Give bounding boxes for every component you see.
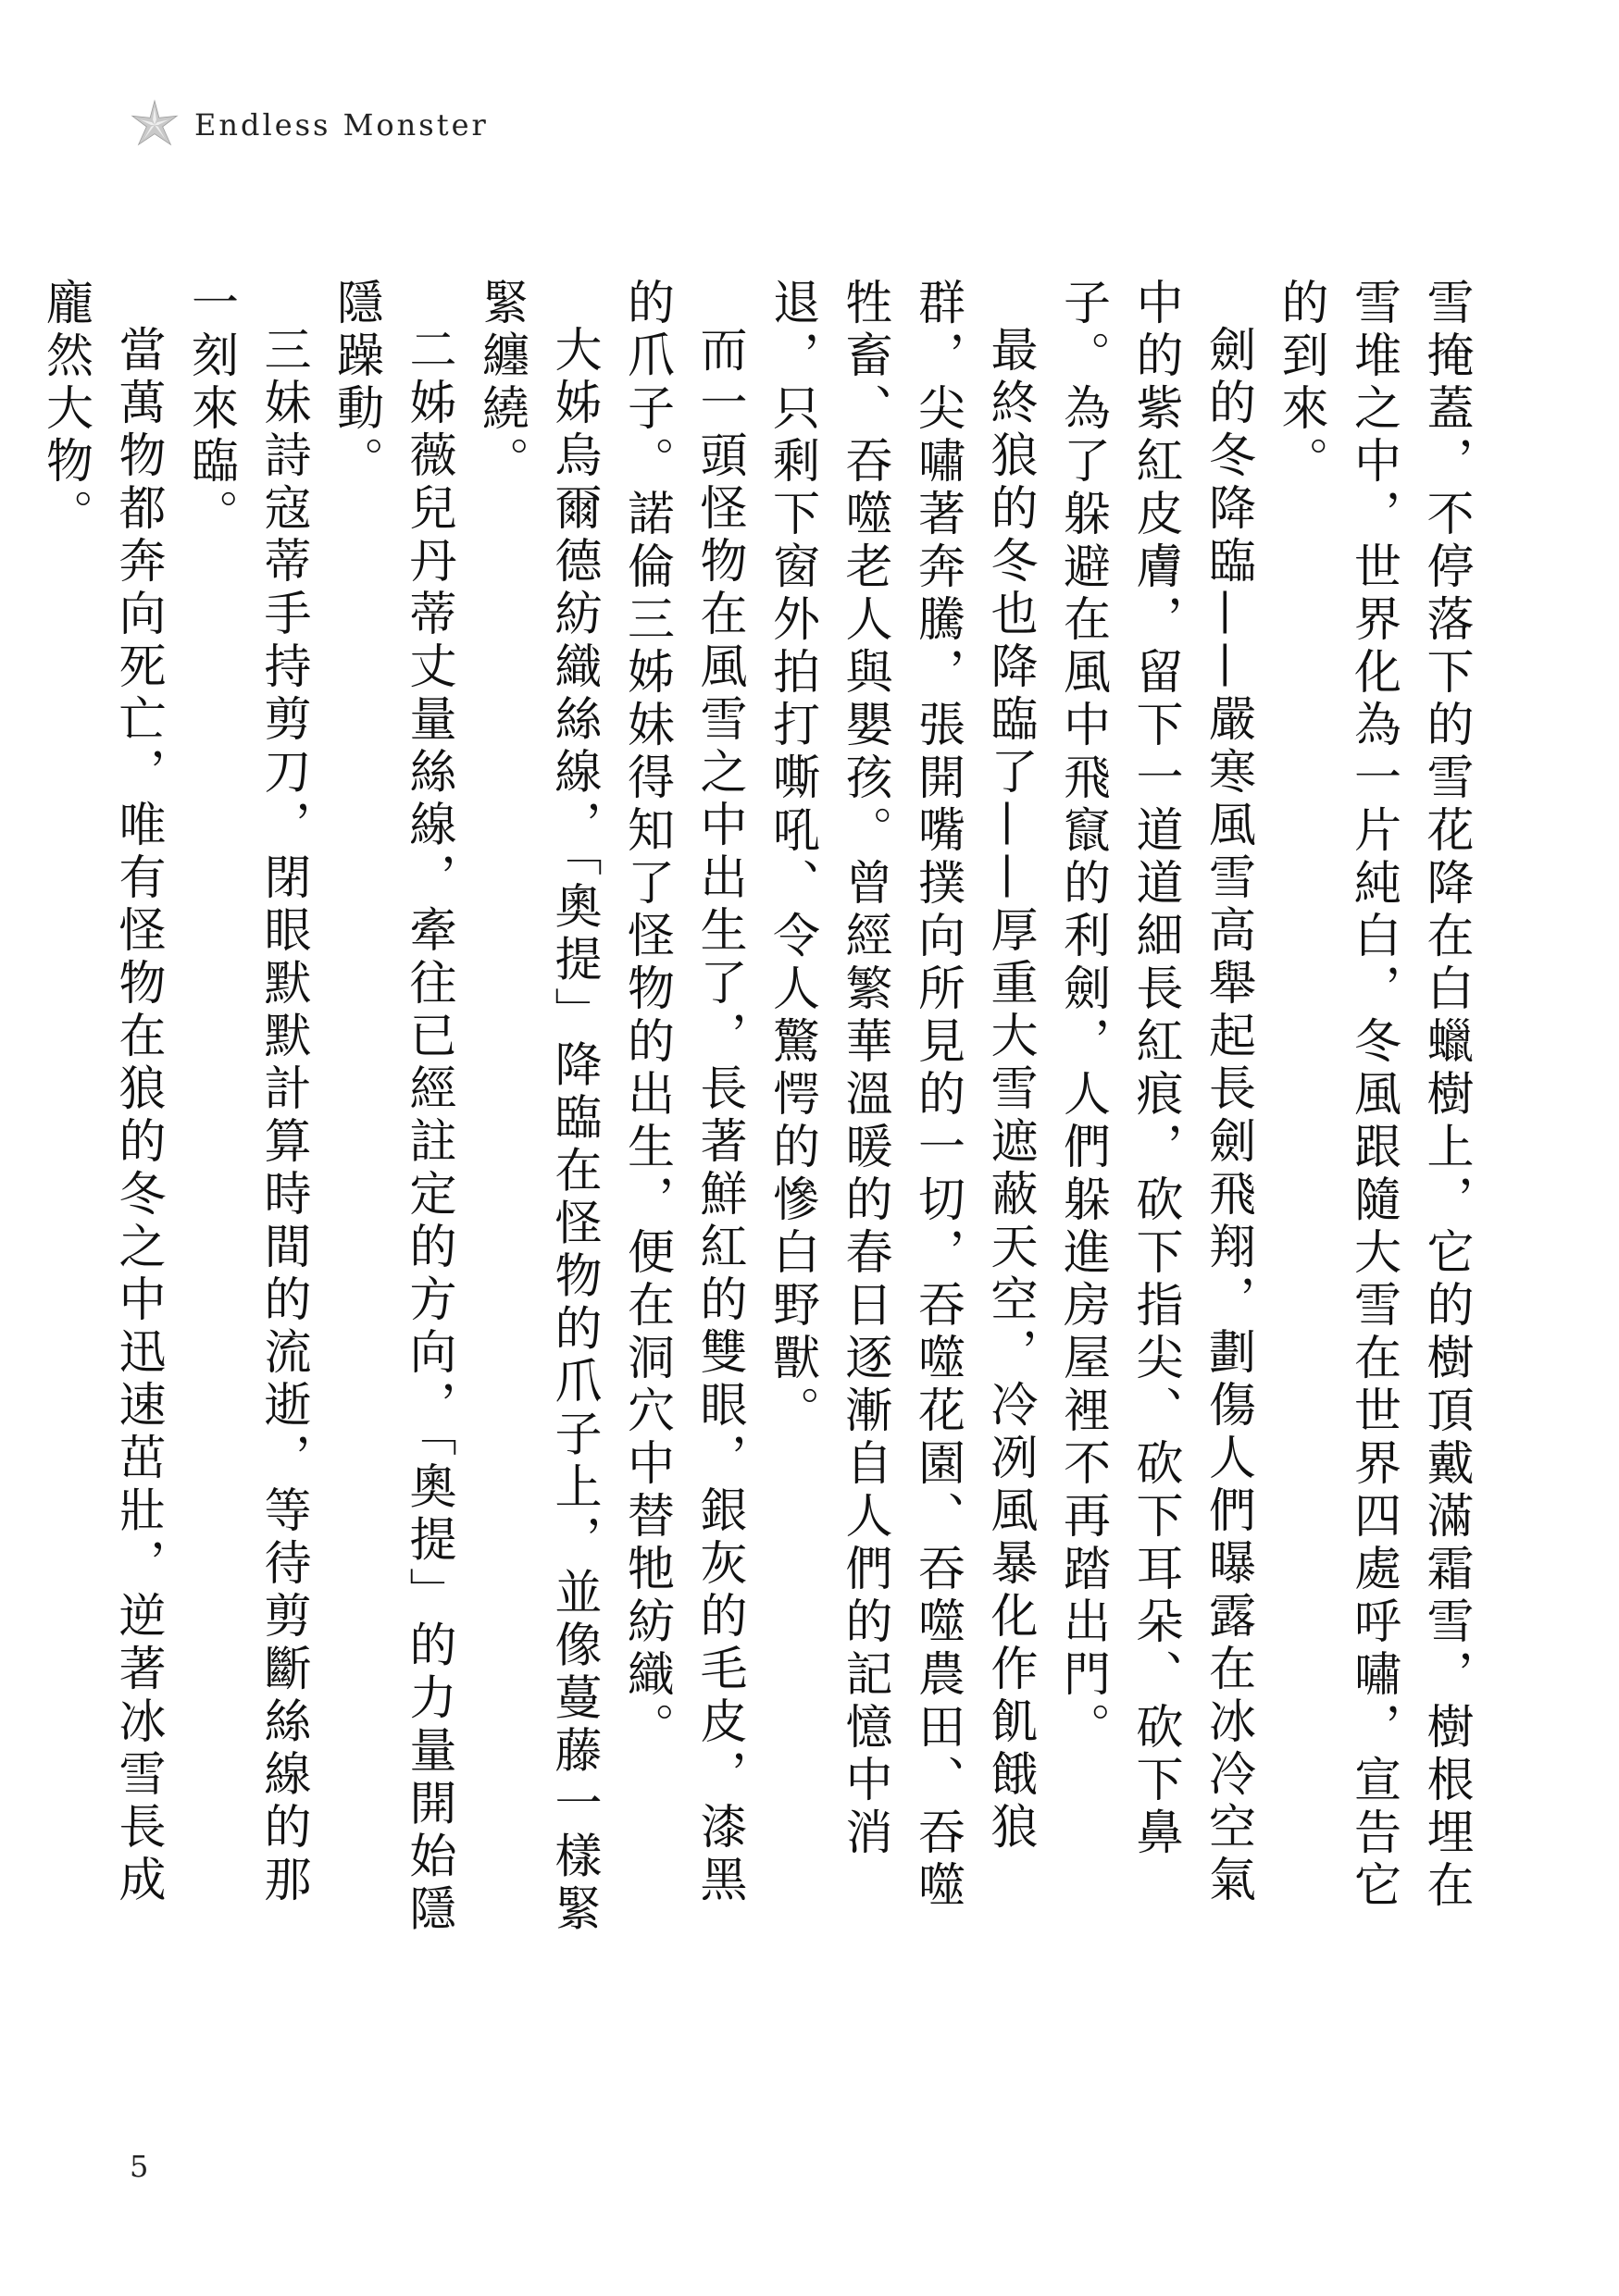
paragraph: 最終狼的冬也降臨了——厚重大雪遮蔽天空，冷冽風暴化作飢餓狼群，尖嘯著奔騰，張開嘴撲向所見的一切，吞噬花園、吞噬農田、吞噬牲畜、吞噬老人與嬰孩。曾經繁華溫暖的春日逐漸自人們的記憶中消退，只剩下窗外拍打嘶吼、令人驚愕的慘白野獸。 xyxy=(764,278,1037,1913)
page-number: 5 xyxy=(130,2149,149,2184)
paragraph: 劍的冬降臨——嚴寒風雪高舉起長劍飛翔，劃傷人們曝露在冰冷空氣中的紫紅皮膚，留下一道道細長紅痕，砍下指尖、砍下耳朵、砍下鼻子。為了躲避在風中飛竄的利劍，人們躲進房屋裡不再踏出門。 xyxy=(1054,278,1255,1907)
paragraph: 而一頭怪物在風雪之中出生了，長著鮮紅的雙眼，銀灰的毛皮，漆黑的爪子。諾倫三姊妹得知了怪物的出生，便在洞穴中替牠紡織。 xyxy=(618,278,746,1907)
paragraph: 當萬物都奔向死亡，唯有怪物在狼的冬之中迅速茁壯，逆著冰雪長成龐然大物。 xyxy=(37,278,165,1907)
book-title: Endless Monster xyxy=(194,107,489,143)
running-header xyxy=(128,93,489,157)
paragraph: 大姊烏爾德紡織絲線，「奧提」降臨在怪物的爪子上，並像蔓藤一樣緊緊纏繞。 xyxy=(473,278,601,1937)
paragraph: 三妹詩寇蒂手持剪刀，閉眼默默計算時間的流逝，等待剪斷絲線的那一刻來臨。 xyxy=(182,278,310,1907)
paragraph: 雪掩蓋，不停落下的雪花降在白蠟樹上，它的樹頂戴滿霜雪，樹根埋在雪堆之中，世界化為一片純白，冬風跟隨大雪在世界四處呼嘯，宣告它的到來。 xyxy=(1273,278,1473,1913)
star-flower-icon xyxy=(128,98,181,152)
vertical-text-body xyxy=(37,278,1481,1943)
paragraph: 二姊薇兒丹蒂丈量絲線，牽往已經註定的方向，「奧提」的力量開始隱隱躁動。 xyxy=(328,278,455,1937)
